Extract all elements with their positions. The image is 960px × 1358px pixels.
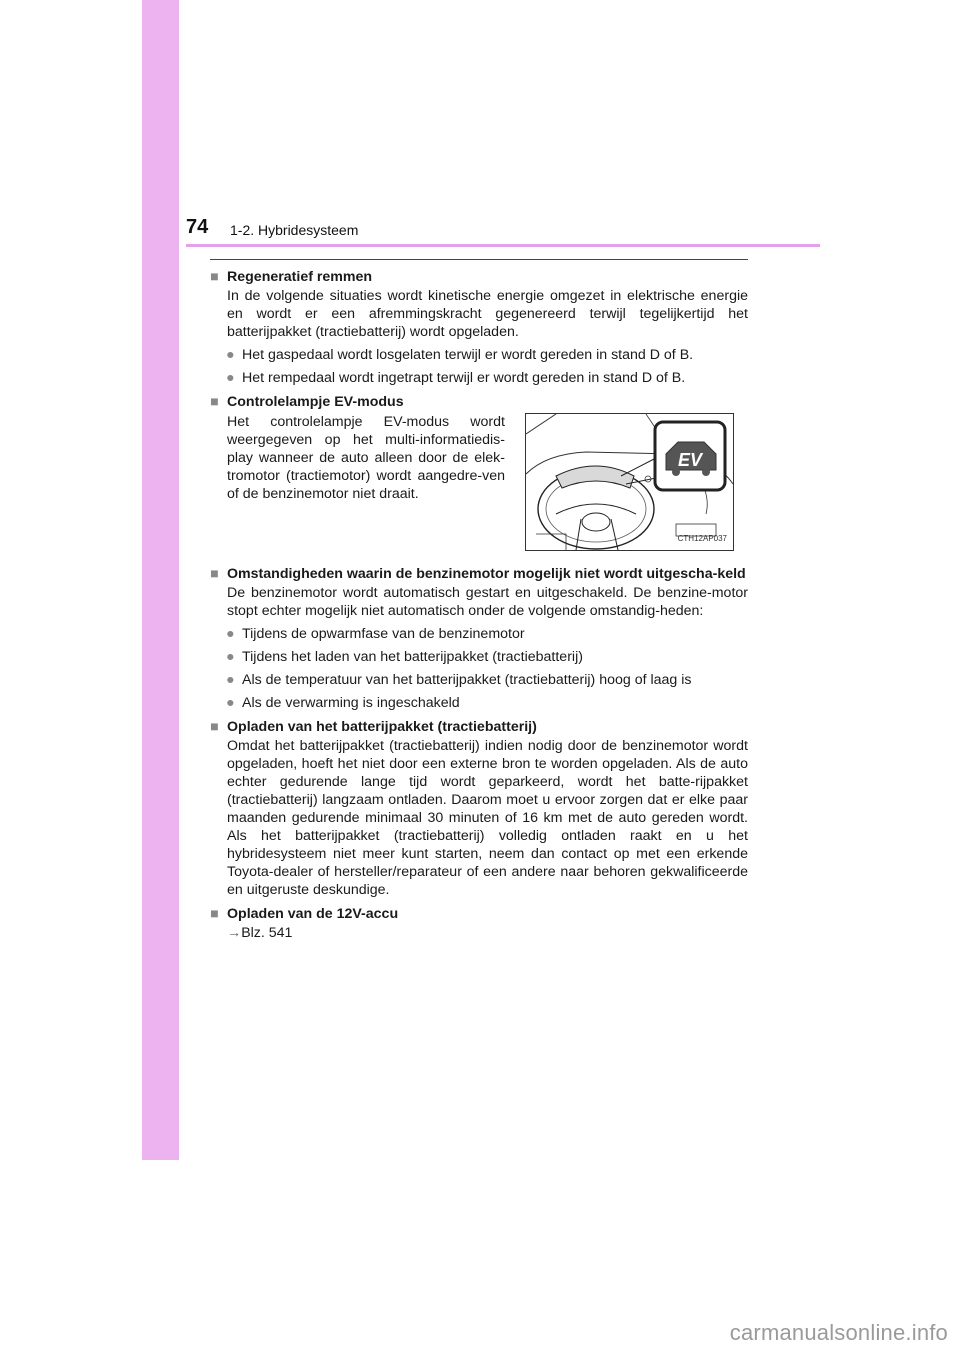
heading-ev-text: Controlelampje EV-modus	[227, 394, 404, 410]
heading-charge	[210, 718, 748, 736]
side-band	[142, 0, 179, 1160]
page-number: 74	[186, 216, 209, 238]
list-item	[210, 648, 748, 666]
list-item	[210, 625, 748, 643]
heading-accu	[210, 905, 748, 923]
square-bullet-icon: ■	[210, 394, 219, 410]
square-bullet-icon: ■	[210, 719, 219, 735]
section-title: 1-2. Hybridesysteem	[230, 222, 359, 238]
circle-bullet-icon: ●	[226, 347, 235, 363]
page-content	[210, 264, 748, 942]
paragraph-regen: In de volgende situaties wordt kinetische energie omgezet in elektrische energie en wordt er een afremmingskracht gegenereerd terwijl tegelijkertijd het batterijpakket (tractiebatterij) wordt opgeladen.	[227, 288, 748, 340]
heading-accu-text: Opladen van de 12V-accu	[227, 906, 399, 922]
page-reference-link[interactable]: Blz. 541	[241, 925, 293, 941]
heading-engine	[210, 565, 748, 583]
list-item	[210, 369, 748, 387]
circle-bullet-icon: ●	[226, 695, 235, 711]
paragraph-ev: Het controlelampje EV-modus wordt weergegeven op het multi-informatiedis-play wanneer de auto alleen door de elek-tromotor (tractiemotor) wordt aangedre-ven of de benzinemotor niet draait.	[227, 414, 505, 502]
paragraph-engine: De benzinemotor wordt automatisch gestart en uitgeschakeld. De benzine-motor stopt echter mogelijk niet automatisch onder de volgende omstandig-heden:	[227, 585, 748, 619]
list-item-text: Tijdens het laden van het batterijpakket (tractiebatterij)	[242, 649, 583, 665]
page-reference	[210, 924, 748, 942]
square-bullet-icon: ■	[210, 269, 219, 285]
content-rule	[210, 259, 748, 260]
list-item	[210, 346, 748, 364]
image-code: CTH12AP037	[677, 534, 727, 543]
square-bullet-icon: ■	[210, 566, 219, 582]
arrow-right-icon: →	[227, 925, 242, 941]
list-item-text: Het rempedaal wordt ingetrapt terwijl er wordt gereden in stand D of B.	[242, 370, 686, 386]
list-item	[210, 694, 748, 712]
circle-bullet-icon: ●	[226, 370, 235, 386]
dashboard-illustration	[525, 413, 734, 551]
heading-regen-text: Regeneratief remmen	[227, 269, 373, 285]
heading-ev	[210, 393, 748, 411]
circle-bullet-icon: ●	[226, 649, 235, 665]
paragraph-charge: Omdat het batterijpakket (tractiebatterij) indien nodig door de benzinemotor wordt opgeladen, hoeft het niet door een externe bron te worden opgeladen. Als de auto echter gedurende lange tijd wordt geparkeerd, wordt het batte-rijpakket (tractiebatterij) langzaam ontladen. Daarom moet u ervoor zorgen dat er elke paar maanden gedurende minimaal 30 minuten of 16 km met de auto gereden wordt. Als het batterijpakket (tractiebatterij) volledig ontladen raakt en u het hybridesysteem niet meer kunt starten, neem dan contact op met een erkende Toyota-dealer of hersteller/reparateur of een andere naar behoren gekwalificeerde en uitgeruste deskundige.	[227, 738, 748, 898]
watermark: carmanualsonline.info	[729, 1320, 948, 1345]
ev-icon-label: EV	[677, 450, 703, 470]
list-item-text: Als de verwarming is ingeschakeld	[242, 695, 460, 711]
header-rule	[186, 244, 820, 247]
list-item-text: Het gaspedaal wordt losgelaten terwijl er wordt gereden in stand D of B.	[242, 347, 694, 363]
circle-bullet-icon: ●	[226, 626, 235, 642]
circle-bullet-icon: ●	[226, 672, 235, 688]
list-item	[210, 671, 748, 689]
heading-regen	[210, 268, 748, 286]
heading-engine-text: Omstandigheden waarin de benzinemotor mogelijk niet wordt uitgescha-keld	[227, 566, 746, 582]
list-item-text: Tijdens de opwarmfase van de benzinemotor	[242, 626, 525, 642]
heading-charge-text: Opladen van het batterijpakket (tractiebatterij)	[227, 719, 537, 735]
ev-row	[210, 411, 748, 561]
list-item-text: Als de temperatuur van het batterijpakket (tractiebatterij) hoog of laag is	[242, 672, 692, 688]
square-bullet-icon: ■	[210, 906, 219, 922]
